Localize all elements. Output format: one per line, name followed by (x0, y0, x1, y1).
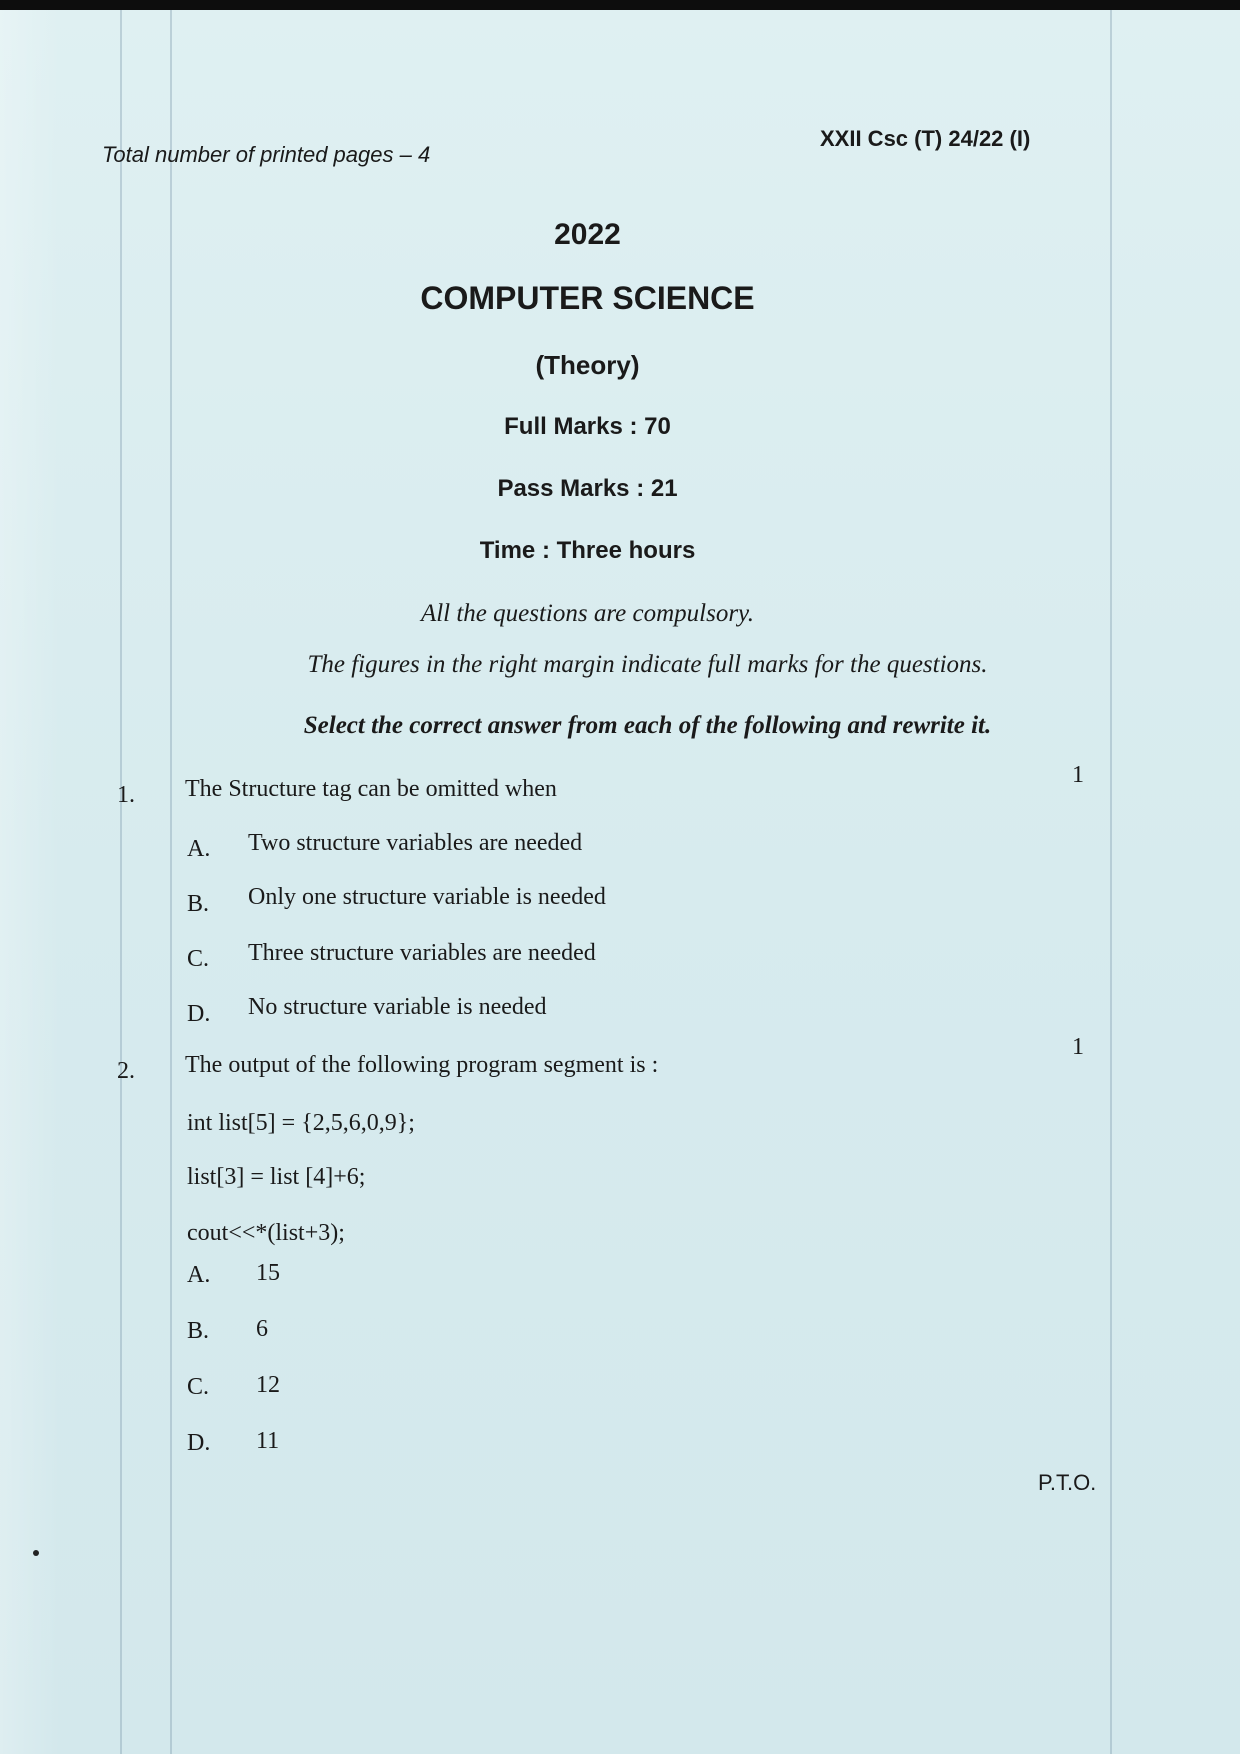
option-text: 11 (256, 1428, 280, 1454)
question-marks: 1 (1072, 1034, 1084, 1060)
instruction-marks: The figures in the right margin indicate full marks for the questions. (307, 651, 988, 678)
question-number: 1. (117, 782, 135, 808)
option-letter: B. (187, 891, 210, 917)
subject-title: COMPUTER SCIENCE (420, 280, 755, 316)
paper-code: XXII Csc (T) 24/22 (I) (820, 126, 1031, 151)
option-letter: C. (187, 946, 210, 972)
option-text: 6 (256, 1316, 268, 1342)
option-letter: A. (187, 836, 211, 862)
full-marks: Full Marks : 70 (504, 413, 671, 440)
scan-artifact-line (170, 10, 172, 1754)
scan-top-edge (0, 0, 1240, 10)
question-number: 2. (117, 1058, 135, 1084)
code-line: list[3] = list [4]+6; (187, 1164, 366, 1190)
option-letter: A. (187, 1262, 211, 1288)
question-text: The Structure tag can be omitted when (185, 776, 557, 802)
question-text: The output of the following program segment is : (185, 1052, 659, 1078)
pass-marks: Pass Marks : 21 (497, 475, 678, 502)
option-text: 12 (256, 1372, 280, 1398)
code-line: cout<<*(list+3); (187, 1220, 345, 1246)
exam-year: 2022 (554, 218, 621, 251)
code-line: int list[5] = {2,5,6,0,9}; (187, 1110, 415, 1136)
please-turn-over: P.T.O. (1038, 1470, 1097, 1495)
option-letter: C. (187, 1374, 210, 1400)
scan-artifact-line (120, 10, 122, 1754)
option-letter: D. (187, 1001, 211, 1027)
paper-type: (Theory) (535, 350, 640, 380)
option-text: Three structure variables are needed (248, 940, 596, 966)
option-letter: B. (187, 1318, 210, 1344)
scan-speck (33, 1550, 39, 1556)
option-text: Two structure variables are needed (248, 830, 583, 856)
option-letter: D. (187, 1430, 211, 1456)
option-text: No structure variable is needed (248, 994, 547, 1020)
option-text: Only one structure variable is needed (248, 884, 606, 910)
question-marks: 1 (1072, 762, 1084, 788)
time-allowed: Time : Three hours (479, 537, 696, 564)
pages-note: Total number of printed pages – 4 (102, 142, 431, 167)
instruction-compulsory: All the questions are compulsory. (420, 600, 755, 627)
section-heading: Select the correct answer from each of the following and rewrite it. (303, 712, 992, 739)
scan-artifact-line (1110, 10, 1112, 1754)
option-text: 15 (256, 1260, 280, 1286)
